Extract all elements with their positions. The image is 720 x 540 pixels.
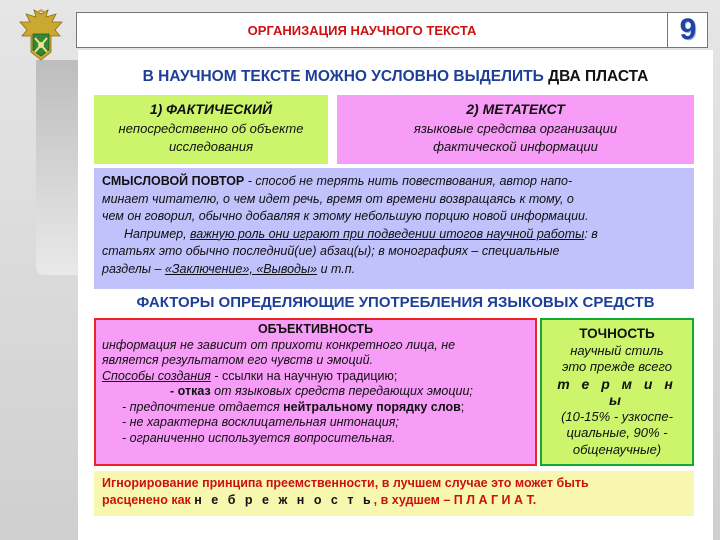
plagiarism-line-2a: расценено как [102, 493, 195, 507]
eagle-emblem-icon [14, 8, 68, 68]
objectivity-line-5a: - предпочтение отдается [122, 399, 284, 414]
objectivity-line-5b: нейтральному порядку слов [283, 399, 461, 414]
objectivity-line-6: - не характерна восклицательная интонация; [122, 415, 399, 429]
factual-line-1: непосредственно об объекте [118, 121, 304, 136]
repeat-def-3: чем он говорил, обычно добавляя к этому небольшую порцию новой информации. [102, 209, 589, 223]
metatext-title: 2) МЕТАТЕКСТ [466, 101, 565, 117]
accuracy-line-1: научный стиль [570, 342, 664, 358]
plagiarism-note-box [94, 471, 694, 516]
factual-title: 1) ФАКТИЧЕСКИЙ [149, 101, 273, 117]
objectivity-method-rest: - ссылки на научную традицию; [210, 368, 398, 383]
plagiarism-line-2b: н е б р е ж н о с т ь [194, 493, 374, 507]
repeat-example-underlined: важную роль они играют при подведении итогов научной работы [190, 226, 585, 241]
accuracy-box [540, 318, 694, 466]
objectivity-line-4b: от языковых средств передающих эмоции; [210, 384, 473, 398]
layers-heading [88, 68, 703, 86]
plagiarism-line-2c: , в худшем – П Л А Г И А Т. [373, 493, 537, 507]
repeat-def-2: минает читателю, о чем идет речь, время от времени возвращаясь к тому, о [102, 191, 574, 206]
objectivity-line-7: - ограниченно используется вопросительная. [122, 430, 396, 445]
page-number: 9 [667, 12, 708, 48]
objectivity-line-1: информация не зависит от прихоти конкретного лица, не [102, 337, 456, 352]
accuracy-line-6: общенаучные) [572, 441, 662, 457]
decorative-strip [36, 60, 78, 275]
repeat-example-3a: разделы – [102, 261, 165, 276]
semantic-repeat-box [94, 168, 694, 289]
repeat-example-3c: и т.п. [317, 261, 356, 276]
accuracy-terms: т е р м и н ы [557, 375, 677, 408]
accuracy-line-5: циальные, 90% - [566, 425, 668, 440]
repeat-example-start: Например, [124, 226, 191, 241]
accuracy-title: ТОЧНОСТЬ [579, 326, 655, 341]
objectivity-line-4a: - отказ [170, 384, 211, 398]
accuracy-line-4: (10-15% - узкоспе- [561, 408, 673, 424]
metatext-line-2: фактической информации [433, 139, 598, 154]
factors-heading: ФАКТОРЫ ОПРЕДЕЛЯЮЩИЕ УПОТРЕБЛЕНИЯ ЯЗЫКОВЫХ СРЕДСТВ [136, 294, 655, 311]
objectivity-line-2: является результатом его чувств и эмоций. [102, 353, 374, 367]
title-bar [76, 12, 708, 48]
accuracy-line-2: это прежде всего [561, 359, 673, 374]
repeat-example-2: статьях это обычно последний(ие) абзац(ы); в монографиях – специальные [102, 244, 560, 258]
repeat-example-end: : в [584, 226, 598, 241]
repeat-example-3b: «Заключение», «Выводы» [164, 261, 318, 276]
layers-heading-main: В НАУЧНОМ ТЕКСТЕ МОЖНО УСЛОВНО ВЫДЕЛИТЬ [142, 68, 544, 85]
repeat-def-1: - способ не терять нить повествования, автор напо- [244, 174, 573, 188]
repeat-term: СМЫСЛОВОЙ ПОВТОР [102, 174, 245, 188]
objectivity-method-label: Способы создания [102, 368, 211, 383]
metatext-line-1: языковые средства организации [413, 121, 618, 136]
objectivity-title: ОБЪЕКТИВНОСТЬ [257, 322, 374, 336]
plagiarism-line-1: Игнорирование принципа преемственности, в лучшем случае это может быть [102, 476, 589, 490]
objectivity-box [94, 318, 537, 466]
page-title: ОРГАНИЗАЦИЯ НАУЧНОГО ТЕКСТА [247, 23, 477, 38]
factual-layer-box [94, 95, 328, 164]
factual-line-2: исследования [168, 139, 254, 154]
layers-heading-emph: ДВА ПЛАСТА [548, 68, 649, 85]
objectivity-line-5c: ; [460, 399, 465, 414]
metatext-layer-box [337, 95, 694, 164]
